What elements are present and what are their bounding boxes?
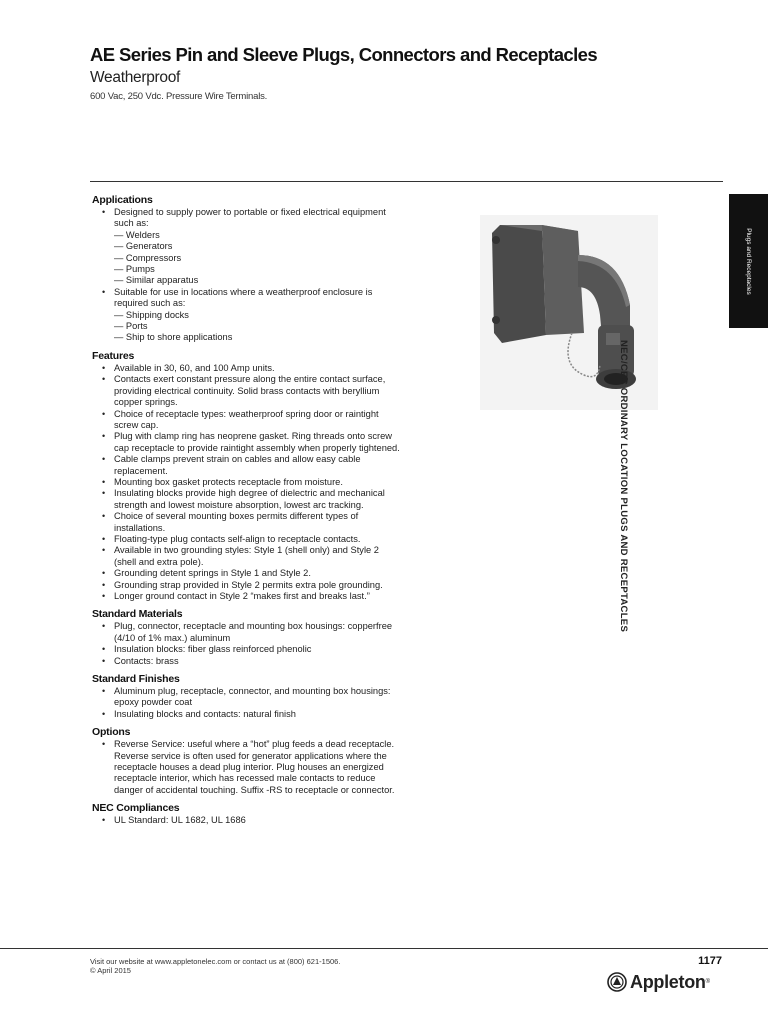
bullet-item xyxy=(90,363,400,374)
sub-item: — Ship to shore applications xyxy=(114,332,233,343)
receptacle-image xyxy=(480,215,658,410)
bullet-item xyxy=(90,207,400,287)
bullet-text: Grounding detent springs in Style 1 and Style 2. xyxy=(114,568,311,579)
page-title: AE Series Pin and Sleeve Plugs, Connectors and Receptacles xyxy=(90,44,598,65)
bullet-item xyxy=(90,739,400,796)
bullet-text: Longer ground contact in Style 2 “makes first and breaks last.” xyxy=(114,591,370,601)
sub-item: — Pumps xyxy=(114,264,155,275)
footer-divider xyxy=(0,948,768,949)
category-tab-label-wrap xyxy=(729,194,768,328)
bullet-text: Suitable for use in locations where a weatherproof enclosure is required such as: xyxy=(114,286,373,309)
top-divider xyxy=(90,181,723,182)
section-heading: Features xyxy=(92,349,135,362)
bullet-item xyxy=(90,686,400,709)
bullet-text: Available in two grounding styles: Style 1 (shell only) and Style 2 (shell and extra pole). xyxy=(114,545,379,567)
bullet-item xyxy=(90,644,400,655)
bullet-text: Available in 30, 60, and 100 Amp units. xyxy=(114,362,275,373)
bullet-text: Floating-type plug contacts self-align to receptacle contacts. xyxy=(114,533,361,544)
bullet-text: Cable clamps prevent strain on cables and allow easy cable replacement. xyxy=(114,454,361,476)
brand-logo xyxy=(607,970,710,994)
bullet-item xyxy=(90,431,400,454)
bullet-text: Mounting box gasket protects receptacle from moisture. xyxy=(114,476,343,487)
bullet-text: Insulation blocks: fiber glass reinforced phenolic xyxy=(114,644,312,655)
bullet-item xyxy=(90,591,400,602)
sub-item: — Ports xyxy=(114,321,148,332)
bullet-list xyxy=(90,739,400,796)
spec-content xyxy=(90,194,400,833)
bullet-list xyxy=(90,815,400,826)
bullet-text: UL Standard: UL 1682, UL 1686 xyxy=(114,815,246,826)
bullet-item xyxy=(90,511,400,534)
bullet-text: Contacts exert constant pressure along the entire contact surface, providing electrical continuity. Solid brass contacts with beryllium copper springs. xyxy=(114,374,386,408)
section-label-wrap xyxy=(618,340,755,633)
page-subtitle: Weatherproof xyxy=(90,69,181,86)
bullet-item xyxy=(90,488,400,511)
section-heading: Options xyxy=(92,726,131,739)
bullet-item xyxy=(90,477,400,488)
bullet-text: Designed to supply power to portable or fixed electrical equipment such as: xyxy=(114,207,386,229)
bullet-text: Insulating blocks provide high degree of dielectric and mechanical strength and lowest moisture absorption, lowest arc tracking. xyxy=(114,488,385,510)
bullet-text: Reverse Service: useful where a “hot” plug feeds a dead receptacle. Reverse service is often used for generator applications where the receptacle houses a dead plug interior. Plug houses an energized receptacle interior, which has recessed male contacts to reduce danger of accidental touching. Suffix -RS to receptacle or connector. xyxy=(114,739,395,795)
sub-item: — Compressors xyxy=(114,252,182,263)
bullet-item xyxy=(90,568,400,579)
bullet-list xyxy=(90,207,400,344)
bullet-item xyxy=(90,580,400,591)
ratings-line: 600 Vac, 250 Vdc. Pressure Wire Terminals. xyxy=(90,91,268,102)
bullet-item xyxy=(90,409,400,432)
footer-website: Visit our website at www.appletonelec.com or contact us at (800) 621-1506. xyxy=(90,957,341,966)
section-heading: Standard Finishes xyxy=(92,673,180,686)
trademark-symbol: ® xyxy=(705,979,711,985)
section-label: NEC/CEC ORDINARY LOCATION PLUGS AND RECEPTACLES xyxy=(618,340,629,633)
bullet-list xyxy=(90,363,400,603)
bullet-item xyxy=(90,374,400,408)
product-photo xyxy=(480,215,658,410)
bullet-item xyxy=(90,534,400,545)
bullet-text: Contacts: brass xyxy=(114,655,179,666)
bullet-list xyxy=(90,686,400,720)
bullet-item xyxy=(90,287,400,344)
bullet-text: Insulating blocks and contacts: natural finish xyxy=(114,708,296,719)
page-number: 1177 xyxy=(698,955,722,967)
bullet-item xyxy=(90,454,400,477)
footer-date: © April 2015 xyxy=(90,966,131,975)
bullet-text: Choice of several mounting boxes permits different types of installations. xyxy=(114,511,359,533)
section-heading: Standard Materials xyxy=(92,608,183,621)
category-tab-label: Plugs and Receptacles xyxy=(745,227,752,295)
sub-item: — Shipping docks xyxy=(114,309,189,320)
section-heading: NEC Compliances xyxy=(92,802,180,815)
bullet-item xyxy=(90,709,400,720)
sub-item: — Generators xyxy=(114,241,173,252)
brand-name: Appleton xyxy=(630,971,706,992)
bullet-text: Grounding strap provided in Style 2 permits extra pole grounding. xyxy=(114,579,383,590)
bullet-text: Aluminum plug, receptacle, connector, and mounting box housings: epoxy powder coat xyxy=(114,686,391,708)
bullet-text: Plug, connector, receptacle and mounting box housings: copperfree (4/10 of 1% max.) aluminum xyxy=(114,621,393,643)
sub-item: — Welders xyxy=(114,229,160,240)
sub-item: — Similar apparatus xyxy=(114,275,199,286)
bullet-text: Choice of receptacle types: weatherproof spring door or raintight screw cap. xyxy=(114,408,379,430)
bullet-item xyxy=(90,621,400,644)
appleton-logo-icon xyxy=(607,972,627,992)
bullet-list xyxy=(90,621,400,667)
section-heading: Applications xyxy=(92,194,153,206)
bullet-item xyxy=(90,656,400,667)
bullet-item xyxy=(90,545,400,568)
bullet-item xyxy=(90,815,400,826)
bullet-text: Plug with clamp ring has neoprene gasket. Ring threads onto screw cap receptacle to provide raintight assembly when properly tightened. xyxy=(114,431,400,453)
